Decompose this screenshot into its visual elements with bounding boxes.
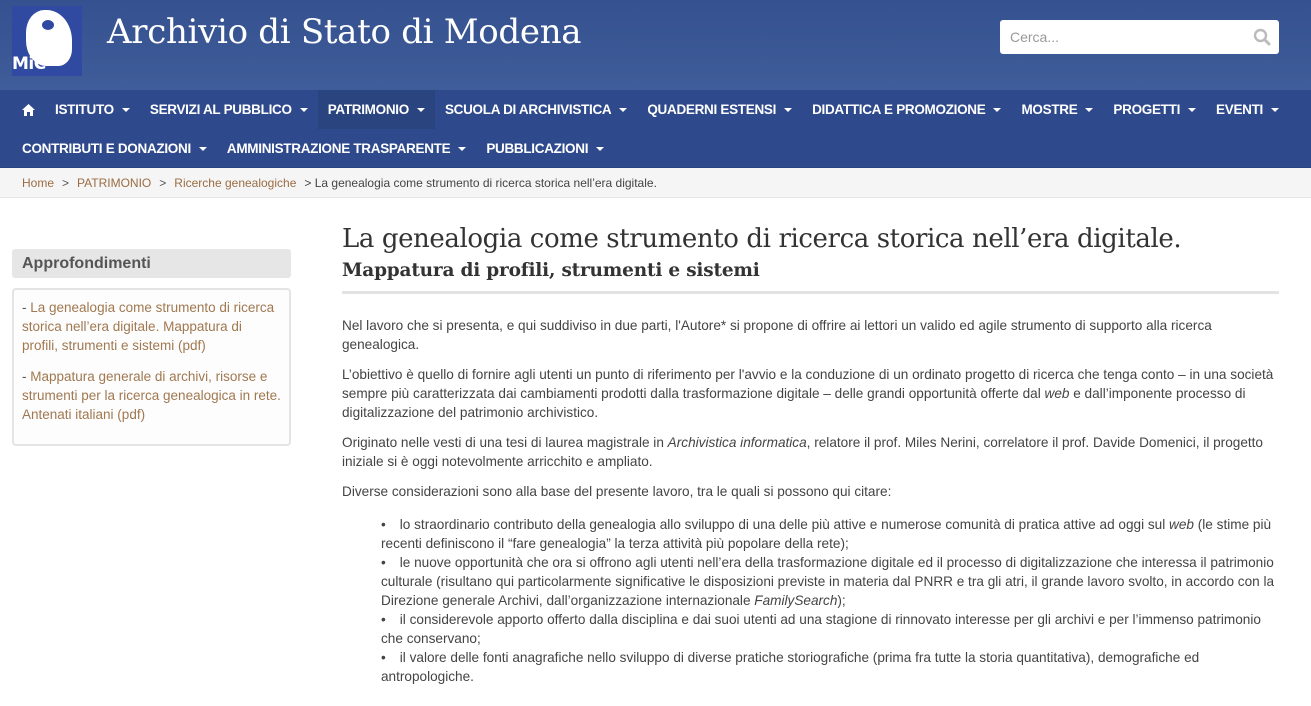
text: Originato nelle vesti di una tesi di laurea magistrale in <box>342 435 668 450</box>
site-title[interactable]: Archivio di Stato di Modena <box>107 12 582 52</box>
list-item <box>381 553 1279 610</box>
list-dash: - <box>22 369 31 384</box>
search-icon[interactable] <box>1245 20 1279 54</box>
page-subtitle: Mappatura di profili, strumenti e sistemi <box>342 260 760 281</box>
paragraph: Nel lavoro che si presenta, e qui suddiviso in due parti, l'Autore* si propone di offrire ai lettori un valido ed agile strumento di supporto alla ricerca genealogica. <box>342 318 1212 352</box>
nav-progetti[interactable] <box>1103 90 1206 129</box>
breadcrumb-separator: > <box>62 175 70 190</box>
nav-servizi-al-pubblico[interactable] <box>140 90 318 129</box>
nav-label: SERVIZI AL PUBBLICO <box>149 102 292 117</box>
nav-label: DIDATTICA E PROMOZIONE <box>812 102 986 117</box>
nav-label: PROGETTI <box>1113 102 1181 117</box>
bullet-icon: • <box>381 517 386 532</box>
bullet-icon: • <box>381 650 386 665</box>
caret-down-icon <box>122 108 130 112</box>
caret-down-icon <box>1271 108 1279 112</box>
text: lo straordinario contributo della genealogia allo sviluppo di una delle più attive e numerose comunità di pratica attive ad oggi sul <box>399 517 1170 532</box>
nav-label: QUADERNI ESTENSI <box>647 102 777 117</box>
text: ); <box>837 593 846 608</box>
logo-text: MiC <box>12 54 46 74</box>
caret-down-icon <box>619 108 627 112</box>
sidebar-item <box>22 367 281 424</box>
breadcrumb-home[interactable]: Home <box>22 175 55 190</box>
nav-contributi-e-donazioni[interactable] <box>12 129 217 168</box>
caret-down-icon <box>1188 108 1196 112</box>
sidebar-item <box>22 298 281 355</box>
caret-down-icon <box>784 108 792 112</box>
nav-label: PUBBLICAZIONI <box>486 141 589 156</box>
breadcrumb-current: > La genealogia come strumento di ricerca storica nell’era digitale. <box>304 175 657 190</box>
nav-label: PATRIMONIO <box>327 102 409 117</box>
breadcrumb-patrimonio[interactable]: PATRIMONIO <box>77 175 152 190</box>
title-divider <box>342 291 1279 294</box>
nav-home[interactable] <box>12 90 45 129</box>
caret-down-icon <box>993 108 1001 112</box>
sidebar-title: Approfondimenti <box>12 249 291 278</box>
main-nav <box>0 90 1311 168</box>
search-box <box>1000 20 1279 54</box>
caret-down-icon <box>300 108 308 112</box>
nav-label: AMMINISTRAZIONE TRASPARENTE <box>226 141 451 156</box>
mic-logo[interactable] <box>12 6 82 76</box>
nav-label: ISTITUTO <box>55 102 114 117</box>
paragraph <box>342 365 1279 422</box>
emphasis: web <box>1169 517 1194 532</box>
nav-didattica-e-promozione[interactable] <box>802 90 1011 129</box>
caret-down-icon <box>199 147 207 151</box>
home-icon <box>22 104 35 116</box>
nav-patrimonio[interactable] <box>318 90 435 129</box>
nav-mostre[interactable] <box>1011 90 1103 129</box>
emphasis: FamilySearch <box>754 593 838 608</box>
text: il valore delle fonti anagrafiche nello sviluppo di diverse pratiche storiografiche (prima fra tutte la storia quantitativa), demografiche ed antropologiche. <box>381 650 1200 684</box>
nav-scuola-di-archivistica[interactable] <box>435 90 637 129</box>
nav-label: MOSTRE <box>1021 102 1078 117</box>
article-body <box>342 316 1279 686</box>
caret-down-icon <box>417 108 425 112</box>
main-content <box>342 224 1279 686</box>
text: L’obiettivo è quello di fornire agli utenti un punto di riferimento per l'avvio e la conduzione di un ordinato progetto di ricerca che tenga conto – in una società sempre più caratterizzata dai cambiamenti prodotti dalla trasformazione digitale – delle grandi opportunità offerte dal <box>342 367 1274 401</box>
nav-row-2 <box>12 129 1311 168</box>
paragraph <box>342 433 1279 471</box>
nav-istituto[interactable] <box>45 90 140 129</box>
text: (le stime più recenti definiscono il “fare genealogia” la terza attività più popolare della rete); <box>381 517 1272 551</box>
nav-label: SCUOLA DI ARCHIVISTICA <box>444 102 612 117</box>
text: e dall’imponente processo di digitalizzazione del patrimonio archivistico. <box>342 386 1246 420</box>
page-title: La genealogia come strumento di ricerca storica nell’era digitale. <box>342 224 1182 254</box>
bullet-icon: • <box>381 555 386 570</box>
nav-eventi[interactable] <box>1206 90 1289 129</box>
nav-row-1 <box>12 90 1311 129</box>
statue-detail <box>42 20 54 30</box>
sidebar-link-genealogia-pdf[interactable]: La genealogia come strumento di ricerca storica nell’era digitale. Mappatura di profili, strumenti e sistemi (pdf) <box>22 300 275 353</box>
caret-down-icon <box>1085 108 1093 112</box>
caret-down-icon <box>458 147 466 151</box>
emphasis: web <box>1044 386 1070 401</box>
list-item <box>381 610 1279 648</box>
paragraph: Diverse considerazioni sono alla base del presente lavoro, tra le quali si possono qui citare: <box>342 484 892 499</box>
bullet-icon: • <box>381 612 386 627</box>
caret-down-icon <box>596 147 604 151</box>
nav-pubblicazioni[interactable] <box>476 129 614 168</box>
sidebar-link-mappatura-pdf[interactable]: Mappatura generale di archivi, risorse e strumenti per la ricerca genealogica in rete. Antenati italiani (pdf) <box>22 369 281 422</box>
nav-label: CONTRIBUTI E DONAZIONI <box>22 141 191 156</box>
sidebar <box>12 249 291 446</box>
search-input[interactable] <box>1000 20 1245 54</box>
text: il considerevole apporto offerto dalla disciplina e dai suoi utenti ad una stagione di rinnovato interesse per gli archivi e per l’immenso patrimonio che conservano; <box>381 612 1261 646</box>
nav-quaderni-estensi[interactable] <box>637 90 802 129</box>
nav-amministrazione-trasparente[interactable] <box>217 129 476 168</box>
nav-label: EVENTI <box>1216 102 1263 117</box>
site-header <box>0 0 1311 90</box>
emphasis: Archivistica informatica <box>667 435 807 450</box>
sidebar-links-box <box>12 288 291 446</box>
list-dash: - <box>22 300 31 315</box>
list-item <box>381 648 1279 686</box>
list-item <box>381 515 1279 553</box>
considerations-list <box>381 515 1279 686</box>
text: , relatore il prof. Miles Nerini, correlatore il prof. Davide Domenici, il progetto iniziale si è oggi notevolmente arricchito e ampliato. <box>342 435 1263 469</box>
breadcrumb-separator: > <box>159 175 167 190</box>
breadcrumb <box>0 168 1311 198</box>
breadcrumb-ricerche-genealogiche[interactable]: Ricerche genealogiche <box>174 175 297 190</box>
text: le nuove opportunità che ora si offrono agli utenti nell’era della trasformazione digitale ed il processo di digitalizzazione che interessa il patrimonio culturale (risultano qui particolarmente significative le disposizioni previste in materia dal PNRR e tra gli atri, il grande lavoro svolto, in accordo con la Direzione generale Archivi, dall’organizzazione internazionale <box>381 555 1275 608</box>
